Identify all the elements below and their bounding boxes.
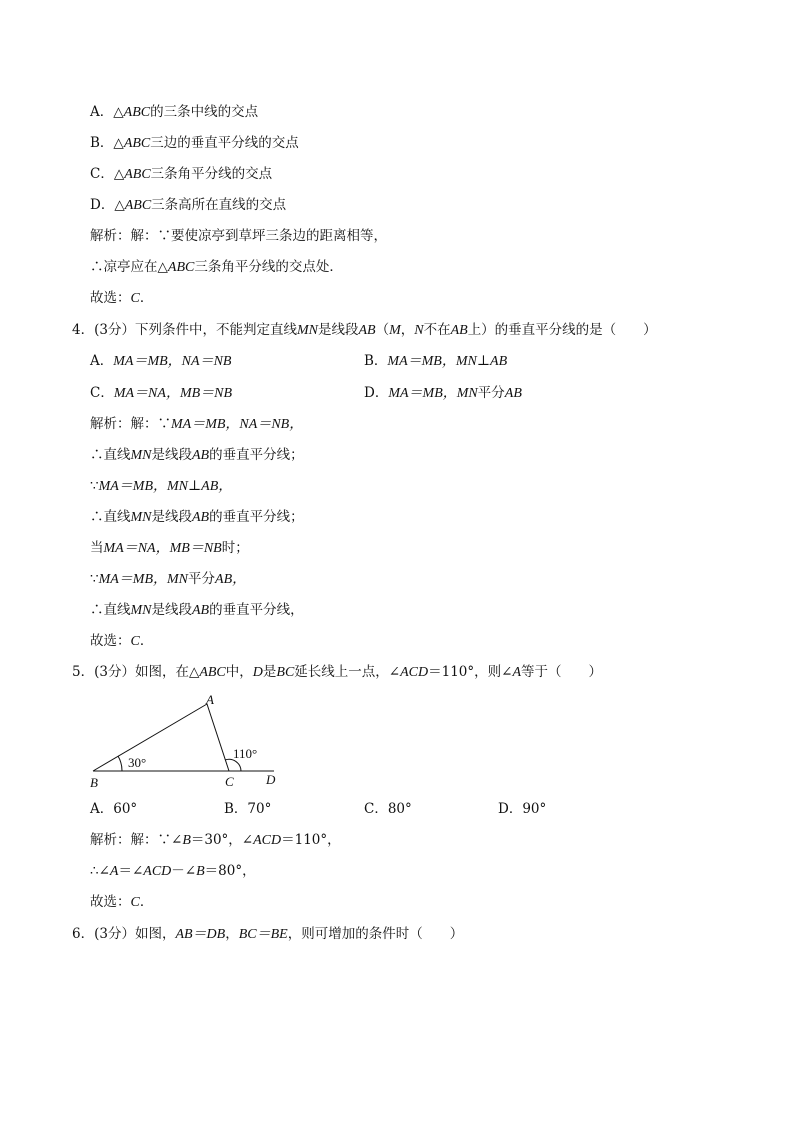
q3-option-a: A．△ABC的三条中线的交点 [90, 104, 259, 120]
q4-analysis-line-2: ∴直线MN是线段AB的垂直平分线； [90, 447, 304, 463]
segment-ba [93, 704, 207, 771]
q4-answer: 故选：C． [90, 633, 154, 649]
q4-analysis-line-3: ∵MA＝MB，MN⊥AB， [90, 478, 233, 494]
q6-stem: 6．(3分）如图，AB＝DB，BC＝BE，则可增加的条件时（ ） [72, 926, 464, 942]
q4-analysis-line-5: 当MA＝NA，MB＝NB时； [90, 540, 249, 556]
q4-option-d: D．MA＝MB，MN平分AB [364, 385, 522, 401]
q4-analysis-line-4: ∴直线MN是线段AB的垂直平分线； [90, 509, 304, 525]
label-a: A [206, 692, 214, 707]
angle-label-c: 110° [233, 746, 258, 761]
q4-option-a: A．MA＝MB，NA＝NB [90, 353, 232, 369]
angle-arc-b [118, 756, 122, 771]
angle-label-b: 30° [128, 755, 147, 770]
q5-analysis-line-2: ∴∠A＝∠ACD－∠B＝80°， [90, 863, 256, 879]
q4-analysis-line-1: 解析：解：∵MA＝MB，NA＝NB， [90, 416, 304, 432]
label-c: C [225, 774, 234, 789]
q4-analysis-line-6: ∵MA＝MB，MN平分AB， [90, 571, 247, 587]
triangle-figure [88, 692, 288, 792]
q5-option-a: A．60° [90, 801, 138, 817]
q4-analysis-line-7: ∴直线MN是线段AB的垂直平分线， [90, 602, 304, 618]
q5-stem: 5．(3分）如图，在△ABC中，D是BC延长线上一点，∠ACD＝110°，则∠A等于（ ） [72, 664, 603, 680]
q5-option-c: C．80° [364, 801, 412, 817]
label-d: D [266, 772, 276, 787]
q5-option-d: D．90° [498, 801, 547, 817]
q3-option-b: B．△ABC三边的垂直平分线的交点 [90, 135, 299, 151]
q4-stem: 4．(3分）下列条件中，不能判定直线MN是线段AB（M，N不在AB上）的垂直平分线的是（ ） [72, 322, 657, 338]
q4-option-c: C．MA＝NA，MB＝NB [90, 385, 233, 401]
label-b: B [90, 775, 98, 790]
q5-analysis-line-1: 解析：解：∵∠B＝30°，∠ACD＝110°， [90, 832, 341, 848]
q5-option-b: B．70° [224, 801, 272, 817]
q5-answer: 故选：C． [90, 894, 154, 910]
q3-option-d: D．△ABC三条高所在直线的交点 [90, 197, 287, 213]
q3-answer: 故选：C． [90, 290, 154, 306]
segment-ac [207, 704, 229, 771]
q3-option-c: C．△ABC三条角平分线的交点 [90, 166, 273, 182]
q4-option-b: B．MA＝MB，MN⊥AB [364, 353, 508, 369]
q3-analysis-line-2: ∴凉亭应在△ABC三条角平分线的交点处． [90, 259, 343, 275]
q3-analysis-line-1: 解析：解：∵要使凉亭到草坪三条边的距离相等， [90, 228, 387, 244]
